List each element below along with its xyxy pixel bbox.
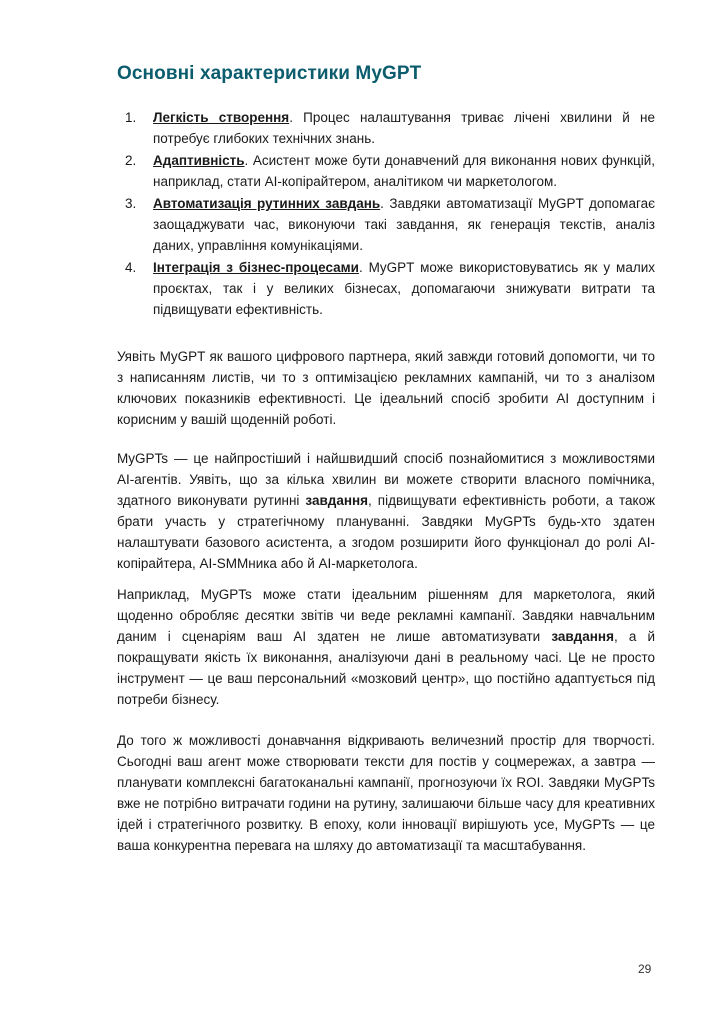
paragraph-text: , а й покращувати якість їх виконання, аналізуючи дані в реальному часі. Це не просто інструмент — це ваш персональний «мозковий центр», що постійно адаптується під потреби бізнесу.: [117, 629, 655, 707]
page-number: 29: [638, 962, 652, 976]
list-text: . Асистент може бути донавчений для виконання нових функцій, наприклад, стати AI-копірайтером, аналітиком чи маркетологом.: [153, 153, 655, 189]
list-term: Легкість створення: [153, 110, 290, 125]
section-title: Основні характеристики MyGPT: [117, 63, 422, 84]
list-item: [125, 107, 655, 149]
list-number: 2.: [125, 153, 137, 168]
list-item: [125, 257, 655, 320]
list-term: Автоматизація рутинних завдань: [153, 196, 381, 211]
list-term: Адаптивність: [153, 153, 245, 168]
paragraph-emphasis: завдання: [305, 493, 369, 508]
features-list: [125, 107, 655, 321]
list-term: Інтеграція з бізнес-процесами: [153, 260, 359, 275]
list-item: [125, 150, 655, 192]
list-number: 1.: [125, 110, 137, 125]
paragraph-emphasis: завдання: [551, 629, 614, 644]
list-text: . Процес налаштування триває лічені хвилини й не потребує глибоких технічних знань.: [153, 110, 655, 146]
paragraph: [117, 584, 655, 710]
list-number: 3.: [125, 196, 137, 211]
paragraph-text: Наприклад, MyGPTs може стати ідеальним рішенням для маркетолога, який щоденно обробляє десятки звітів чи веде рекламні кампанії. Завдяки навчальним даним і сценаріям ваш AI здатен не лише автоматизувати: [117, 587, 655, 644]
paragraph: [117, 448, 655, 574]
paragraph: Уявіть MyGPT як вашого цифрового партнера, який завжди готовий допомогти, чи то з написанням листів, чи то з оптимізацією рекламних кампаній, чи то з аналізом ключових показників ефективності. Це ідеальний спосіб зробити AI доступним і корисним у вашій щоденній роботі.: [117, 349, 655, 427]
list-number: 4.: [125, 260, 137, 275]
paragraph: До того ж можливості донавчання відкривають величезний простір для творчості. Сьогодні ваш агент може створювати тексти для постів у соцмережах, а завтра — планувати комплексні багатоканальні кампанії, прогнозуючи їх ROI. Завдяки MyGPTs вже не потрібно витрачати години на рутину, залишаючи більше часу для креативних ідей і стратегічного розвитку. В епоху, коли інновації вирішують усе, MyGPTs — це ваша конкурентна перевага на шляху до автоматизації та масштабування.: [117, 733, 655, 853]
list-text: . Завдяки автоматизації MyGPT допомагає заощаджувати час, виконуючи такі завдання, як генерація текстів, аналіз даних, управління комунікаціями.: [153, 196, 655, 253]
paragraph-text: MyGPTs — це найпростіший і найшвидший спосіб познайомитися з можливостями AI-агентів. Уявіть, що за кілька хвилин ви можете створити власного помічника, здатного виконувати рутинні: [117, 451, 655, 508]
list-text: . MyGPT може використовуватись як у малих проєктах, так і у великих бізнесах, допомагаючи знижувати витрати та підвищувати ефективність.: [153, 260, 655, 317]
list-item: [125, 193, 655, 256]
paragraph-text: , підвищувати ефективність роботи, а також брати участь у стратегічному плануванні. Завдяки MyGPTs будь-хто здатен налаштувати базового асистента, а згодом розширити його функціонал до ролі AI-копірайтера, AI-SMMника або й AI-маркетолога.: [117, 493, 655, 571]
